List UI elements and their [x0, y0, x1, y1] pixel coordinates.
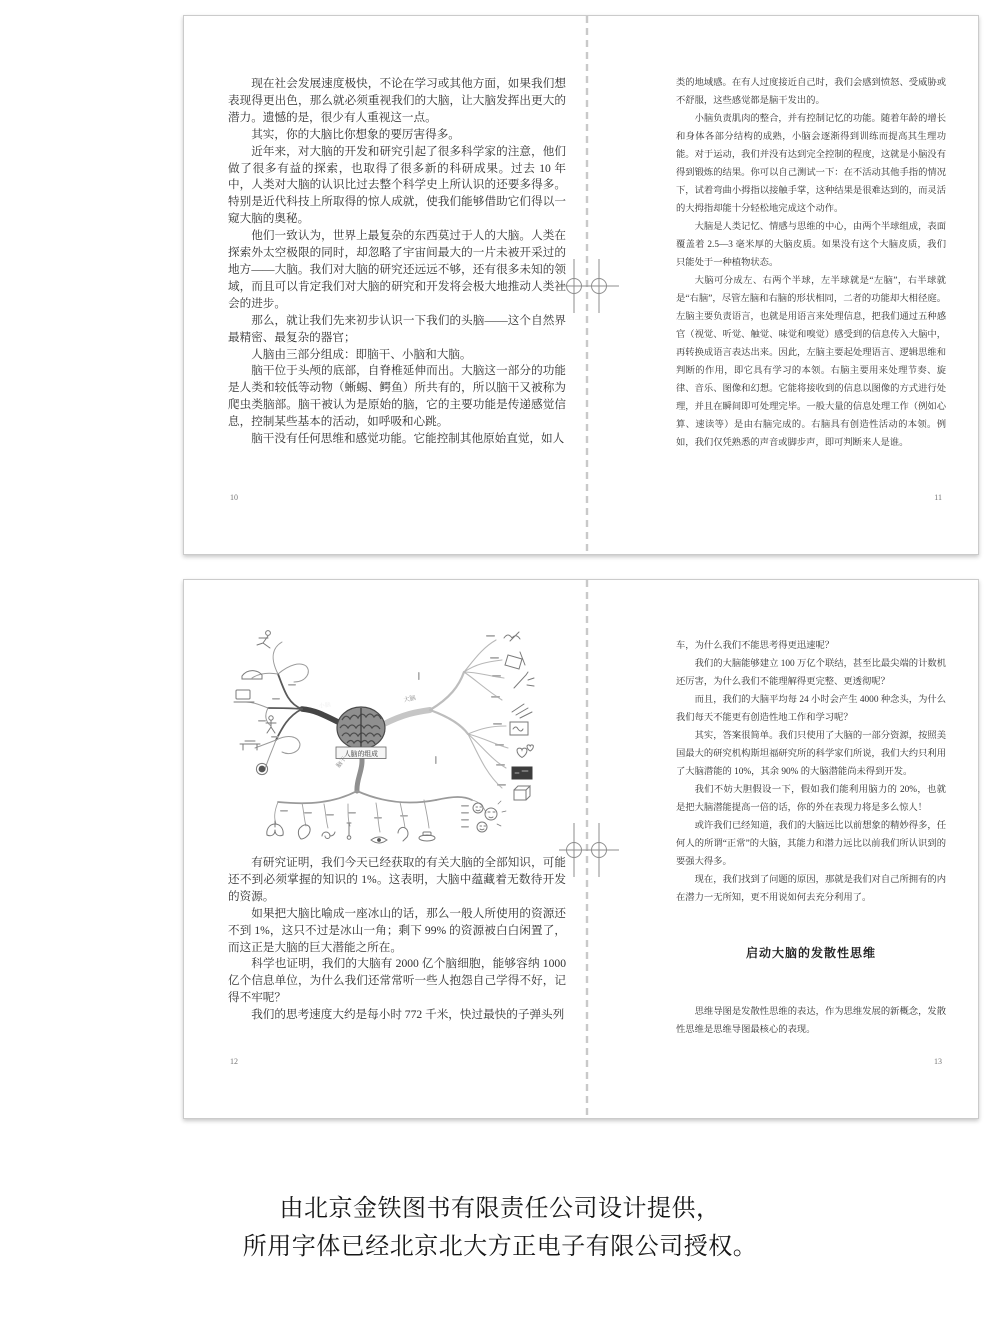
doodle-pen [514, 672, 534, 688]
registration-marks [559, 823, 619, 877]
paragraph: 大脑是人类记忆、情感与思维的中心，由两个半球组成，表面覆盖着 2.5—3 毫米厚的大脑皮质。如果没有这个大脑皮质，我们只能处于一种植物状态。 [676, 222, 946, 268]
paragraph: 其实，你的大脑比你想象的要厉害得多。 [251, 127, 460, 141]
paragraph: 我们不妨大胆假设一下，假如我们能利用脑力的 20%，也就是把大脑潜能提高一倍的话，你的外在表现力将是多么惊人！ [676, 785, 946, 813]
paragraph: 其实，答案很简单。我们只使用了大脑的一部分资源，按照美国最大的研究机构斯坦福研究所的科学家们所说，我们大约只利用了大脑潜能的 10%，其余 90% 的大脑潜能尚未得到开发。 [676, 731, 946, 777]
page-13-text-after-heading [676, 1003, 946, 1039]
design-credit-line1: 由北京金铁图书有限责任公司设计提供， [279, 1195, 721, 1222]
branch-cerebellum-trunk [302, 709, 338, 722]
spread-pages-12-13 [183, 579, 979, 1119]
paragraph: 如果把大脑比喻成一座冰山的话，那么一般人所使用的资源还不到 1%，这只不过是冰山一角；剩下 99% 的资源被白白闲置了，而这正是大脑的巨大潜能之所在。 [228, 906, 566, 954]
doodle-ball [256, 763, 267, 774]
spread-pages-10-11 [183, 15, 979, 555]
section-heading: 启动大脑的发散性思维 [745, 946, 876, 960]
page-number-10: 10 [230, 493, 238, 502]
design-credit [0, 1190, 1000, 1266]
doodle-lungs [267, 821, 283, 836]
doodle-thermometer [347, 823, 351, 839]
paragraph: 那么，就让我们先来初步认识一下我们的头脑——这个自然界最精密、最复杂的器官； [228, 313, 566, 344]
doodle-dark-art [512, 767, 532, 779]
branch-cerebrum-trunk [384, 710, 430, 724]
paragraph: 类的地域感。在有人过度接近自己时，我们会感到愤怒、受威胁或不舒服，这些感觉都是脑干发出的。 [676, 78, 946, 106]
paragraph: 有研究证明，我们今天已经获取的有关大脑的全部知识，可能还不到必须掌握的知识的 1%。这表明，大脑中蕴藏着无数待开发的资源。 [228, 856, 566, 903]
registration-marks [559, 259, 619, 313]
paragraph: 思维导图是发散性思维的表达，作为思维发展的新概念，发散性思维是思维导图最核心的表现。 [676, 1007, 946, 1035]
page-number-11: 11 [934, 493, 942, 502]
paragraph: 他们一致认为，世界上最复杂的东西莫过于人的大脑。人类在探索外太空极限的同时，却忽略了宇宙间最大的一片未被开采过的地方——大脑。我们对大脑的研究还远远不够，还有很多未知的领域，而且可以肯定我们对大脑的研究和开发将会极大地推动人类社会的进步。 [228, 229, 566, 310]
paragraph: 车，为什么我们不能思考得更迅速呢？ [676, 641, 835, 651]
page-10-text [228, 76, 566, 448]
doodle-eye [371, 837, 387, 843]
page-13-text [676, 637, 946, 1039]
paragraph: 人脑由三部分组成：即脑干、小脑和大脑。 [251, 347, 472, 361]
brainstem-twigs [275, 800, 486, 832]
paragraph: 大脑可分成左、右两个半球，左半球就是“左脑”，右半球就是“右脑”，尽管左脑和右脑的形状相同，二者的功能却大相径庭。左脑主要负责语言，也就是用语言来处理信息，把我们通过五种感官（视觉、听觉、触觉、味觉和嗅觉）感受到的信息传入大脑中，再转换成语言表达出来。因此，左脑主要起处理语言、逻辑思维和判断的作用，即它具有学习的本领。右脑主要用来处理节奏、旋律、音乐、图像和幻想。它能将接收到的信息以图像的方式进行处理，并且在瞬间即可处理完毕。一般大量的信息处理工作（例如心算、速读等）是由右脑完成的。右脑具有创造性活动的本领。例如，我们仅凭熟悉的声音或脚步声，即可判断来人是谁。 [676, 276, 946, 448]
doodle-bird-pen [504, 632, 520, 641]
brainstem-sub-branches [278, 791, 472, 803]
paragraph: 现在社会发展速度极快，不论在学习或其他方面，如果我们想表现得更出色，那么就必须重视我们的大脑，让大脑发挥出更大的潜力。遗憾的是，很少有人重视这一点。 [228, 77, 566, 124]
page-11-text [676, 74, 946, 452]
doodle-hearts [517, 745, 533, 758]
paragraph: 近年来，对大脑的开发和研究引起了很多科学家的注意，他们做了很多有益的探索，也取得了很多新的科研成果。过去 10 年中，人类对大脑的认识比过去整个科学史上所认识的还要多得多。特别是近代科技上所取得的惊人成就，使我们能够借助它们得以一窥大脑的奥秘。 [228, 144, 566, 226]
paragraph: 小脑负责肌肉的整合，并有控制记忆的功能。随着年龄的增长和身体各部分结构的成熟，小脑会逐渐得到训练而提高其生理功能。对于运动，我们并没有达到完全控制的程度，这就是小脑没有得到锻炼的结果。你可以自己测试一下：在不活动其他手指的情况下，试着弯曲小拇指以接触手掌，这种结果是很难达到的，而灵活的大拇指却能十分轻松地完成这个动作。 [676, 114, 946, 214]
svg-text:人脑的组成: 人脑的组成 [344, 751, 378, 758]
paragraph: 脑干没有任何思维和感觉功能。它能控制其他原始直觉，如人 [251, 432, 565, 446]
doodle-snail [322, 832, 335, 839]
paragraph: 科学也证明，我们的大脑有 2000 亿个脑细胞，能够容纳 1000 亿个信息单位，为什么我们还常常听一些人抱怨自己学得不好，记得不牢呢？ [228, 957, 566, 1005]
page-number-12: 12 [230, 1057, 238, 1066]
label-cerebellum: 小脑 [318, 702, 332, 710]
doodle-cube [514, 786, 530, 800]
cerebrum-twigs [464, 640, 508, 788]
paragraph: 或许我们已经知道，我们的大脑远比以前想象的精妙得多，任何人的所谓“正常”的大脑，其能力和潜力远比以前我们所认识到的要强大得多。 [676, 821, 946, 867]
brain-mindmap-illustration [214, 616, 550, 856]
paragraph: 我们的大脑能够建立 100 万亿个联结，甚至比最尖端的计数机还厉害，为什么我们不能理解得更完整、更透彻呢？ [676, 659, 946, 687]
page-12-text [228, 855, 566, 1024]
doodle-plate [419, 832, 435, 841]
design-credit-line2: 所用字体已经北京北大方正电子有限公司授权。 [242, 1233, 758, 1260]
doodle-heart-organ [298, 825, 310, 839]
doodle-paper-pencil [505, 652, 525, 669]
doodle-picture-frame [510, 722, 528, 735]
cerebellum-twigs [246, 642, 308, 770]
brain-drawing [337, 707, 385, 749]
paragraph: 脑干位于头颅的底部，自脊椎延伸而出。大脑这一部分的功能是人类和较低等动物（蜥蜴、鳄鱼）所共有的，所以脑干又被称为爬虫类脑部。脑干被认为是原始的脑，它的主要功能是传递感觉信息，控制某些基本的活动，如呼吸和心跳。 [228, 364, 566, 429]
doodle-ear [398, 827, 408, 841]
doodle-bench [240, 741, 260, 750]
paragraph: 我们的思考速度大约是每小时 772 千米，快过最快的子弹头列 [251, 1008, 565, 1022]
paragraph: 现在，我们找到了问题的原因，那就是我们对自己所拥有的内在潜力一无所知，更不用说如何去充分利用了。 [676, 875, 946, 903]
doodle-runner [257, 631, 270, 648]
paragraph: 而且，我们的大脑平均每 24 小时会产生 4000 种念头，为什么我们每天不能更有创造性地工作和学习呢？ [676, 695, 946, 723]
page-number-13: 13 [934, 1057, 942, 1066]
page-13-text-before-heading [676, 637, 946, 907]
doodle-laptop [234, 690, 254, 702]
doodle-faces [473, 801, 506, 832]
cerebrum-sub-branches [430, 672, 468, 734]
doodle-figure [266, 716, 276, 733]
doodle-brushes [512, 704, 532, 718]
label-brainstem: 脑干 [335, 756, 348, 770]
label-cerebrum: 大脑 [402, 694, 417, 704]
